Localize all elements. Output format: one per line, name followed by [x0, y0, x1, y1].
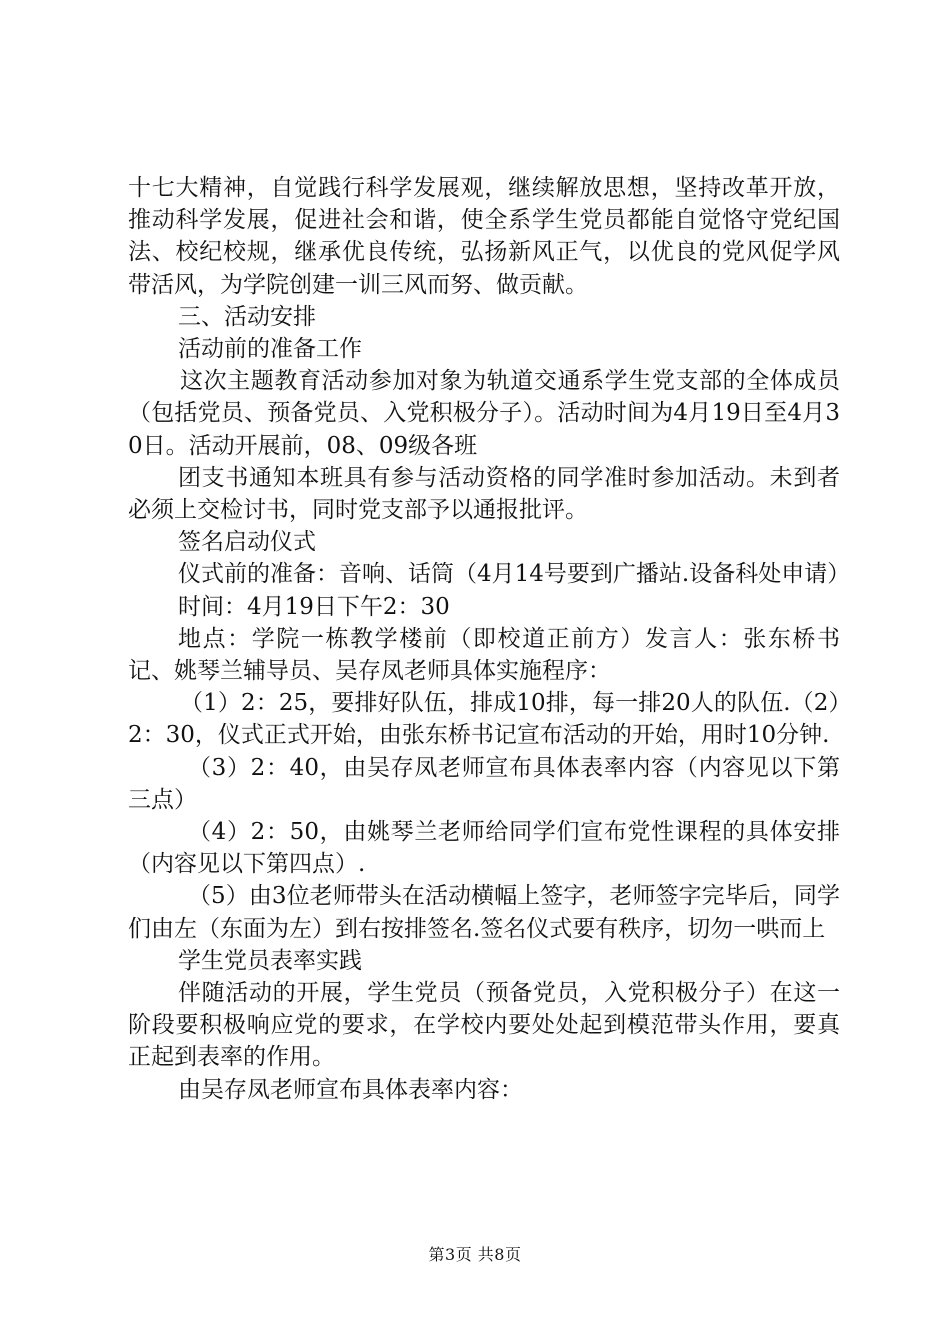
section-heading: 三、活动安排: [178, 303, 316, 330]
paragraph: 时间：4月19日下午2：30: [178, 593, 450, 620]
subsection-heading: 签名启动仪式: [178, 529, 316, 556]
list-item: （4）2：50，由姚琴兰老师给同学们宣布党性课程的具体安排（内容见以下第四点）.: [128, 819, 840, 878]
paragraph: 团支书通知本班具有参与活动资格的同学准时参加活动。未到者必须上交检讨书，同时党支部予以通报批评。: [128, 464, 840, 524]
paragraph: 这次主题教育活动参加对象为轨道交通系学生党支部的全体成员（包括党员、预备党员、入党积极分子）。活动时间为4月19日至4月30日。活动开展前，08、09级各班: [128, 368, 840, 459]
paragraph: 仪式前的准备：音响、话筒（4月14号要到广播站.设备科处申请）: [178, 561, 851, 588]
paragraph: 由吴存凤老师宣布具体表率内容：: [178, 1076, 523, 1103]
paragraph: 地点：学院一栋教学楼前（即校道正前方）发言人：张东桥书记、姚琴兰辅导员、吴存凤老师具体实施程序：: [128, 625, 840, 685]
subsection-heading: 学生党员表率实践: [178, 947, 362, 974]
list-item: （3）2：40，由吴存凤老师宣布具体表率内容（内容见以下第三点）: [128, 754, 840, 813]
paragraph: 伴随活动的开展，学生党员（预备党员，入党积极分子）在这一阶段要积极响应党的要求，在学校内要处处起到模范带头作用，要真正起到表率的作用。: [128, 980, 840, 1071]
paragraph: 十七大精神，自觉践行科学发展观，继续解放思想，坚持改革开放，推动科学发展，促进社会和谐，使全系学生党员都能自觉恪守党纪国法、校纪校规，继承优良传统，弘扬新风正气，以优良的党风促学风带活风，为学院创建一训三风而努、做贡献。: [128, 175, 840, 298]
document-body: [128, 172, 851, 1106]
list-item: （5）由3位老师带头在活动横幅上签字，老师签字完毕后，同学们由左（东面为左）到右按排签名.签名仪式要有秩序，切勿一哄而上: [128, 883, 840, 942]
page-footer: 第3页 共8页: [428, 1245, 522, 1264]
list-item: （1）2：25，要排好队伍，排成10排，每一排20人的队伍.（2）2：30，仪式正式开始，由张东桥书记宣布活动的开始，用时10分钟.: [128, 690, 840, 749]
subsection-heading: 活动前的准备工作: [178, 336, 362, 363]
